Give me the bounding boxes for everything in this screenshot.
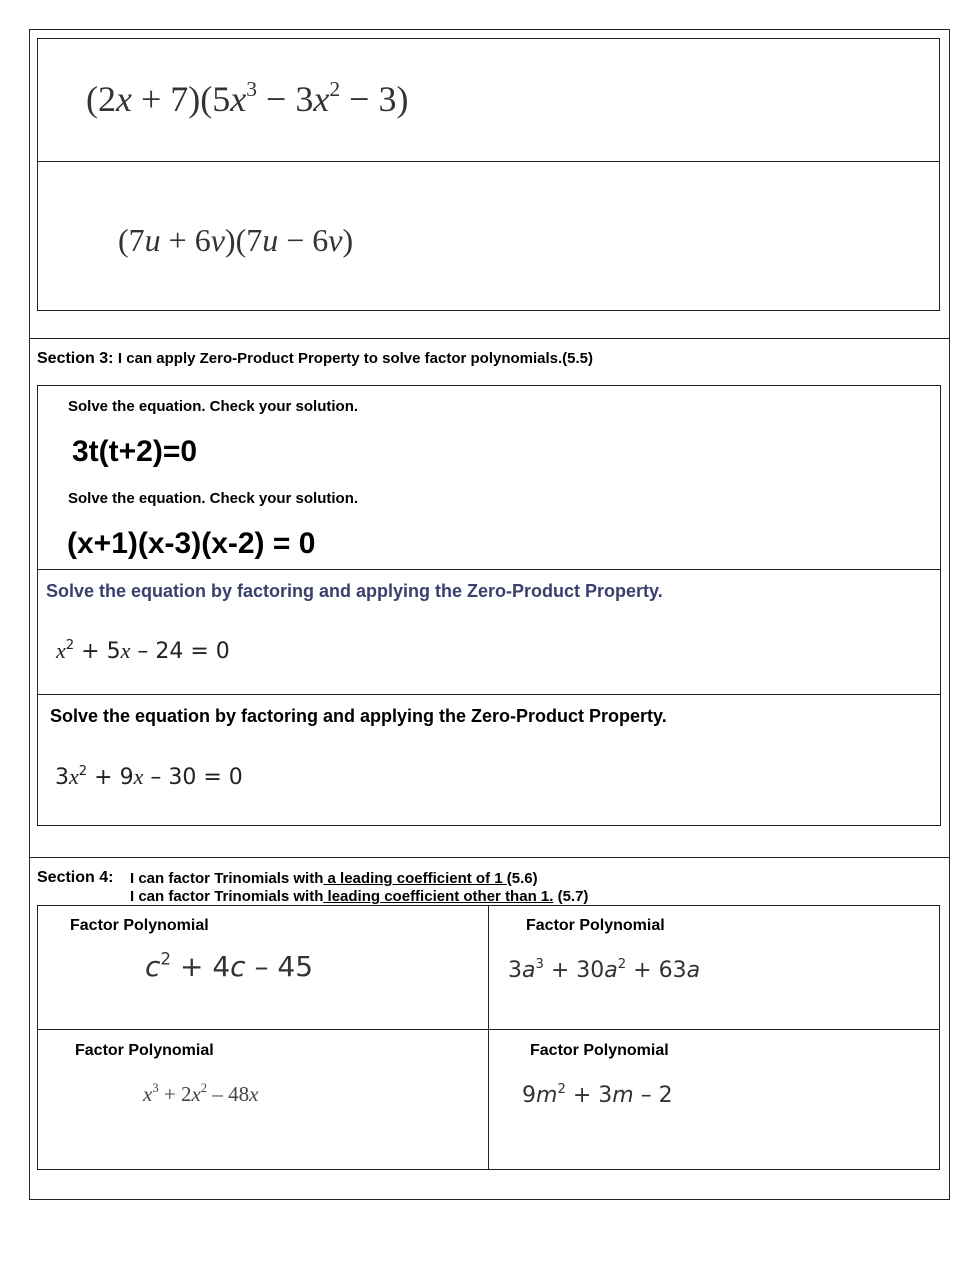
section-4-top-rule (29, 857, 950, 858)
section-3-objective: I can apply Zero-Product Property to solve factor polynomials.(5.5) (117, 350, 594, 367)
section-4-grid-vertical (488, 905, 489, 1170)
objective-1-prefix: I can factor Trinomials with (130, 870, 324, 887)
cell-2-expression: $3a^3 + 30a^2 + 63a$ (508, 956, 701, 983)
q3-equation: $x^2 + 5x - 24 = 0$ (56, 637, 230, 664)
section-4-objective-1 (130, 870, 538, 887)
section-4-objective-2 (130, 888, 588, 905)
objective-1-underlined: a leading coefficient of 1 (323, 870, 507, 887)
q2-instruction: Solve the equation. Check your solution. (68, 490, 359, 507)
q1-instruction: Solve the equation. Check your solution. (68, 398, 359, 415)
objective-2-suffix: (5.7) (553, 888, 589, 905)
cell-3-label: Factor Polynomial (75, 1042, 214, 1059)
cell-2-label: Factor Polynomial (526, 917, 665, 934)
q2-equation: (x+1)(x-3)(x-2) = 0 (67, 527, 316, 560)
objective-1-suffix: (5.6) (506, 870, 538, 887)
top-divider (37, 161, 940, 162)
q1-equation: 3t(t+2)=0 (72, 435, 198, 468)
cell-4-expression: $9m^2 + 3m - 2$ (522, 1081, 673, 1108)
section-4-label: Section 4: (37, 869, 114, 886)
cell-1-label: Factor Polynomial (70, 917, 209, 934)
section-3-divider-1 (37, 569, 941, 570)
objective-2-prefix: I can factor Trinomials with (130, 888, 324, 905)
section-4-grid-horizontal (37, 1029, 940, 1030)
section-3-label: Section 3: (37, 350, 114, 367)
problem-2-expression: (7u + 6v)(7u − 6v) (118, 222, 354, 258)
cell-4-label: Factor Polynomial (530, 1042, 669, 1059)
problem-1-expression: $(2x + 7)(5x^3 - 3x^2 - 3)$ (86, 76, 409, 119)
section-3-heading (37, 350, 593, 368)
section-3-divider-2 (37, 694, 941, 695)
q3-instruction: Solve the equation by factoring and applying the Zero-Product Property. (46, 581, 663, 601)
q4-equation: $3x^2 + 9x - 30 = 0$ (55, 763, 243, 790)
objective-2-underlined: leading coefficient other than 1. (323, 888, 554, 905)
section-3-top-rule (29, 338, 950, 339)
cell-1-expression: $c^2 + 4c - 45$ (145, 948, 314, 983)
q4-instruction: Solve the equation by factoring and applying the Zero-Product Property. (50, 706, 667, 726)
cell-3-expression: $x^3 + 2x^2 - 48x$ (143, 1081, 259, 1106)
